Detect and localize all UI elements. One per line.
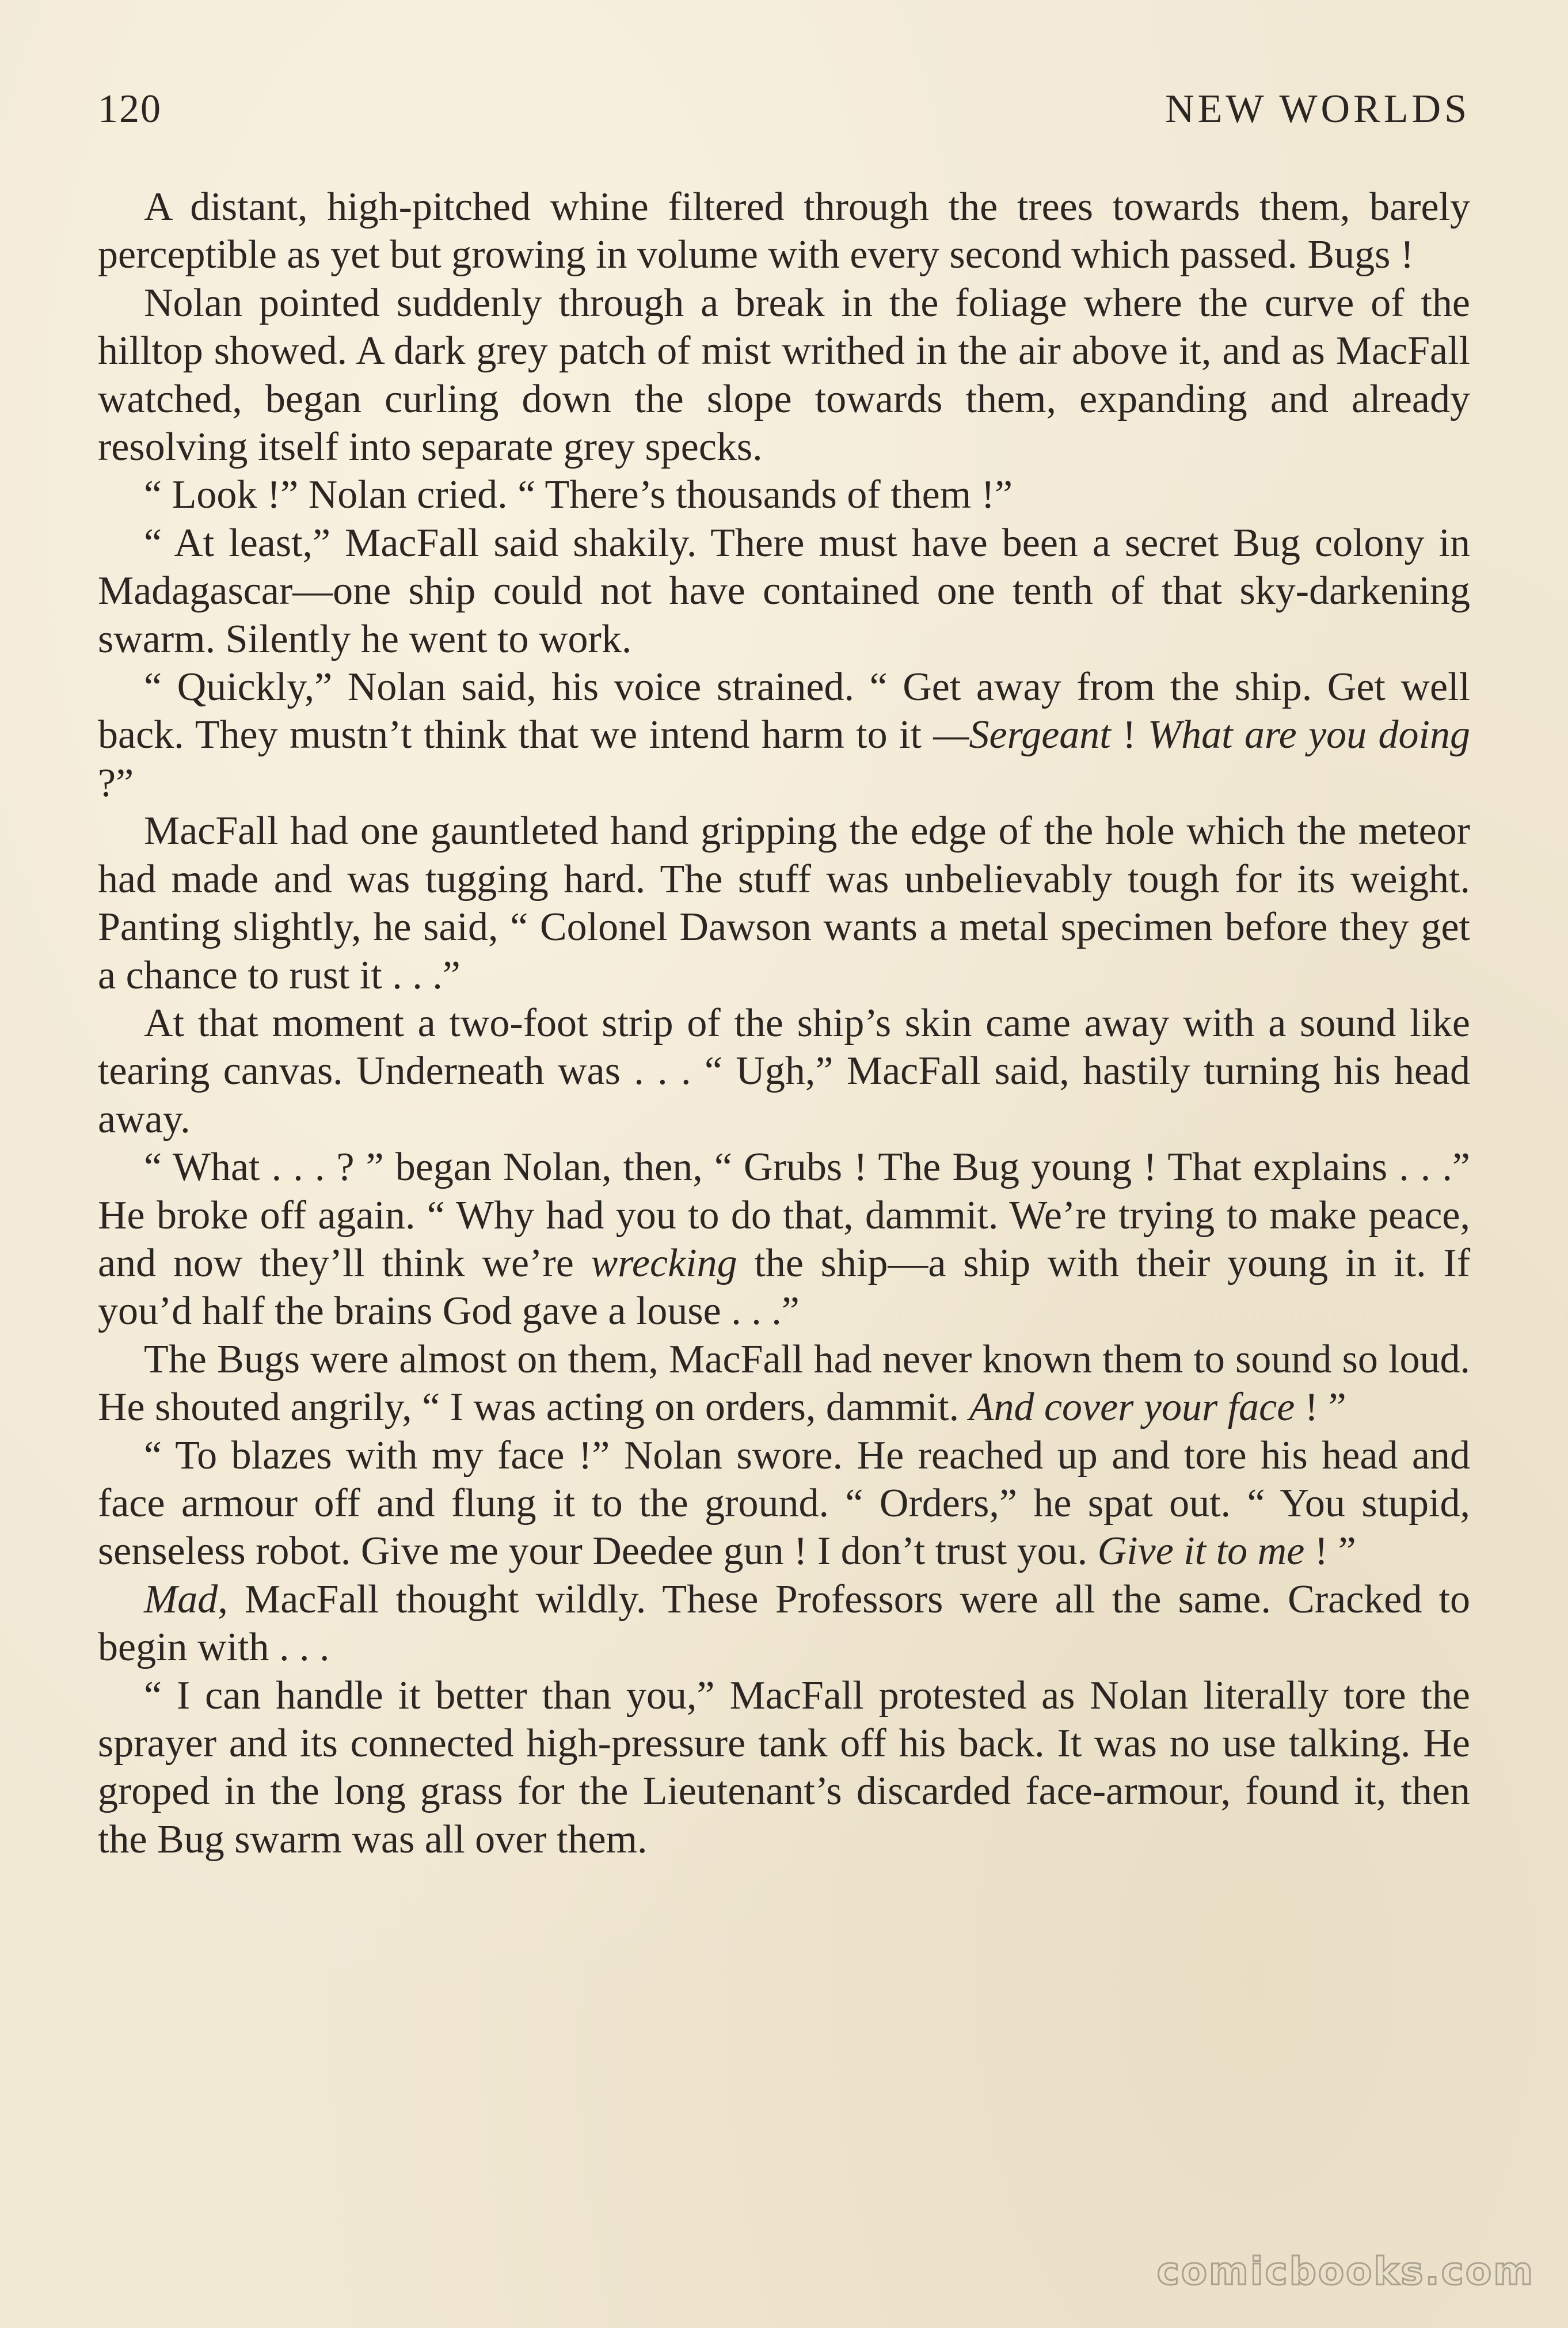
paragraph-text: “ Look !” Nolan cried. “ There’s thousands of them !” [144,473,1013,518]
journal-title: NEW WORLDS [1165,87,1470,131]
paragraph-text: At that moment a two-foot strip of the ship’s skin came away with a sound like tearing canvas. Underneath was . . . “ Ugh,” MacFall said, hastily turning his head away. [98,1001,1470,1142]
paragraph-text: “ To blazes with my face !” Nolan swore. He reached up and tore his head and face armour off and flung it to the ground. “ Orders,” he spat out. “ You stupid, senseless robot. Give me your Deedee gun ! I don’t trust you. [98,1433,1470,1574]
paragraph [98,471,1470,519]
paragraph [98,183,1470,279]
paragraph [98,519,1470,663]
paragraph [98,279,1470,471]
italic-text: And cover your face [969,1385,1295,1430]
paragraph [98,999,1470,1143]
paragraph-text: MacFall had one gauntleted hand gripping the edge of the hole which the meteor had made and was tugging hard. The stuff was unbelievably tough for its weight. Panting slightly, he said, “ Colonel Dawson wants a metal specimen before they get a chance to rust it . . .” [98,809,1470,998]
watermark-logo: comicbooks.com [1156,2249,1535,2293]
story-text [98,183,1470,1863]
paragraph-text: ! [1110,713,1148,758]
paragraph [98,1432,1470,1576]
page-number: 120 [98,87,162,131]
paragraph-text: “ I can handle it better than you,” MacFall protested as Nolan literally tore the sprayer and its connected high-pressure tank off his back. It was no use talking. He groped in the long grass for the Lieutenant’s discarded face-armour, found it, then the Bug swarm was all over them. [98,1673,1470,1862]
paragraph [98,1336,1470,1432]
paragraph-text: “ At least,” MacFall said shakily. There must have been a secret Bug colony in Madagascar—one ship could not have contained one tenth of that sky-darkening swarm. Silently he went to work. [98,520,1470,661]
running-head [98,86,1470,150]
paragraph-text: ! ” [1295,1385,1346,1430]
paragraph [98,1143,1470,1336]
paragraph [98,807,1470,999]
paragraph [98,1672,1470,1864]
paragraph-text: “ Quickly,” Nolan said, his voice strained. “ Get away from the ship. Get well back. They mustn’t think that we intend harm to it [98,665,1470,758]
paragraph-text: The Bugs were almost on them, MacFall had never known them to sound so loud. He shouted angrily, “ I was acting on orders, dammit. [98,1337,1470,1430]
italic-text: —Sergeant [933,713,1111,758]
italic-text: Give it to me [1097,1529,1305,1574]
paragraph [98,1576,1470,1672]
paragraph-text: the ship—a ship with their young in it. If you’d half the brains God gave a louse . . .” [98,1241,1471,1334]
paragraph [98,663,1470,807]
paragraph-text: A distant, high-pitched whine filtered through the trees towards them, barely perceptible as yet but growing in volume with every second which passed. Bugs ! [98,185,1470,277]
paragraph-text: Nolan pointed suddenly through a break in the foliage where the curve of the hilltop showed. A dark grey patch of mist writhed in the air above it, and as MacFall watched, began curling down the slope towards them, expanding and already resolving itself into separate grey specks. [98,280,1470,470]
paragraph-text: “ What . . . ? ” began Nolan, then, “ Grubs ! The Bug young ! That explains . . .” He broke off again. “ Why had you to do that, dammit. We’re trying to make peace, and now they’ll think we’re [98,1145,1470,1285]
paragraph-text: ! ” [1304,1529,1356,1574]
paragraph-text: ?” [98,760,134,805]
italic-text: What are you doing [1147,713,1470,758]
italic-text: wrecking [591,1241,737,1285]
italic-text: Mad [144,1577,218,1622]
paragraph-text: , MacFall thought wildly. These Professors were all the same. Cracked to begin with . . . [98,1577,1470,1670]
